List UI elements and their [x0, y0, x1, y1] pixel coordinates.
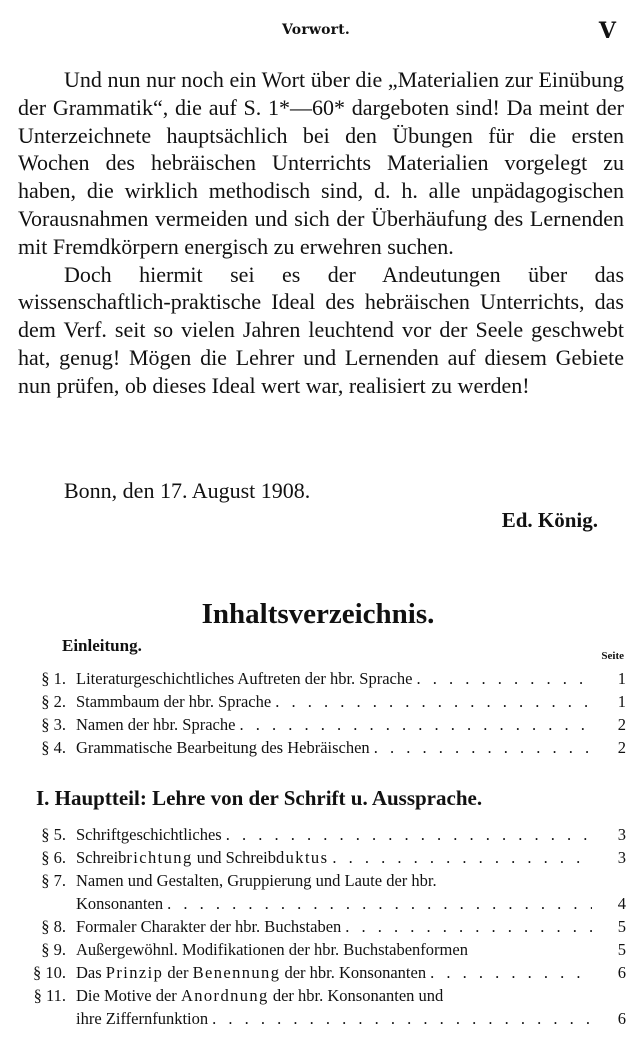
- toc-entry-title-line2: ihre Ziffernfunktion: [76, 1009, 209, 1028]
- toc-entry-section: § 7.: [41, 871, 66, 890]
- toc-entry-title-line2: Konsonanten: [76, 894, 164, 913]
- toc-leader-dots: [212, 1007, 592, 1030]
- toc-leader-dots: [239, 713, 592, 736]
- toc-title-part: Schreib: [76, 848, 127, 867]
- toc-entry-title: Formaler Charakter der hbr. Buchstaben: [76, 917, 342, 936]
- toc-entry-title: Literaturgeschichtliches Auftreten der hbr. Sprache: [76, 669, 413, 688]
- toc-entry-page: 5: [617, 940, 626, 959]
- toc-entry-section: § 3.: [41, 715, 66, 734]
- toc-entry-title: [76, 961, 426, 984]
- foreword-paragraph: Doch hiermit sei es der Andeutungen über das wissenschaftlich-praktische Ideal des hebräischen Unterrichts, das dem Verf. seit so vielen Jahren leuchtend vor der Seele geschwebt hat, genug! Mögen die Lehrer und Lernenden auf diesem Gebiete nun prüfen, ob dieses Ideal wert war, realisiert zu werden!: [18, 261, 624, 398]
- toc-entry-page: 1: [617, 669, 626, 688]
- toc-entry-page: 5: [617, 917, 626, 936]
- toc-entry: [0, 713, 636, 736]
- toc-entry-page: 6: [617, 963, 626, 982]
- toc-leader-dots: [226, 823, 592, 846]
- toc-title: Inhaltsverzeichnis.: [201, 598, 435, 630]
- toc-entry-page: 1: [617, 692, 626, 711]
- toc-entry-title: Namen der hbr. Sprache: [76, 715, 236, 734]
- toc-entry: [0, 736, 636, 759]
- toc-entry-title: Außergewöhnl. Modifikationen der hbr. Buchstabenformen: [76, 940, 468, 959]
- running-head-title: Vorwort.: [282, 22, 350, 38]
- signature: Ed. König.: [501, 508, 598, 532]
- toc-entry-page: 3: [617, 825, 626, 844]
- toc-entry: [0, 667, 636, 690]
- toc-entry-title: Schriftgeschichtliches: [76, 825, 222, 844]
- toc-entry-title-line1: [76, 984, 443, 1007]
- toc-title-spaced: Prinzip: [105, 963, 164, 982]
- toc-title-spaced: Benennung: [192, 963, 281, 982]
- toc-entry-page: 2: [617, 738, 626, 757]
- toc-title-part: Das: [76, 963, 106, 982]
- toc-entry: [0, 915, 636, 938]
- toc-page-column-label: Seite: [601, 650, 624, 662]
- toc-entry-title-line1: Namen und Gestalten, Gruppierung und Laute der hbr.: [76, 871, 437, 890]
- toc-title-part: der hbr. Konsonanten: [280, 963, 427, 982]
- toc-entry: [0, 938, 636, 961]
- toc-entry-section: § 9.: [41, 940, 66, 959]
- toc-entry-section: § 8.: [41, 917, 66, 936]
- toc-entry: [0, 984, 636, 1030]
- toc-entry-section: § 4.: [41, 738, 66, 757]
- toc-entry-section: § 2.: [41, 692, 66, 711]
- foreword-paragraph: Und nun nur noch ein Wort über die „Materialien zur Einübung der Grammatik“, die auf S. 1*—60* dargeboten sind! Da meint der Unterzeichnete hauptsächlich bei den Übungen für die ersten Wochen des hebräischen Unterrichts Materialien vorgelegt zu haben, die wirklich methodisch sind, d. h. alle unpädagogischen Vorausnahmen vermeiden und sich der Überhäufung des Lernenden mit Fremdkörpern energisch zu erwehren suchen.: [18, 67, 624, 259]
- toc-entry-section: § 6.: [41, 848, 66, 867]
- toc-entry: [0, 823, 636, 846]
- toc-entry: [0, 846, 636, 869]
- toc-entry-title: Stammbaum der hbr. Sprache: [76, 692, 272, 711]
- toc-entry: [0, 961, 636, 984]
- toc-introduction-list: [0, 667, 636, 759]
- toc-entry-section: § 11.: [33, 986, 66, 1005]
- toc-leader-dots: [416, 667, 592, 690]
- toc-title-spaced: Anordnung: [180, 986, 269, 1005]
- toc-leader-dots: [332, 846, 592, 869]
- toc-entry: [0, 690, 636, 713]
- toc-title-spaced: duktus: [276, 848, 329, 867]
- toc-leader-dots: [430, 961, 592, 984]
- toc-introduction-heading: Einleitung.: [62, 636, 142, 655]
- toc-title-part: der hbr. Konsonanten und: [268, 986, 444, 1005]
- foreword-body: [18, 66, 624, 400]
- toc-leader-dots: [345, 915, 592, 938]
- toc-leader-dots: [167, 892, 592, 915]
- toc-part-one-heading: I. Hauptteil: Lehre von der Schrift u. Aussprache.: [36, 786, 483, 810]
- toc-entry-page: 2: [617, 715, 626, 734]
- toc-title-part: Die Motive der: [76, 986, 181, 1005]
- toc-title-spaced: richtung: [126, 848, 193, 867]
- page-number: V: [598, 18, 616, 44]
- toc-leader-dots: [275, 690, 592, 713]
- toc-entry-title: Grammatische Bearbeitung des Hebräischen: [76, 738, 370, 757]
- toc-title-part: der: [163, 963, 193, 982]
- running-head: [0, 18, 636, 46]
- toc-entry-section: § 10.: [33, 963, 66, 982]
- toc-entry-title: [76, 846, 328, 869]
- toc-entry-section: § 1.: [41, 669, 66, 688]
- toc-leader-dots: [374, 736, 592, 759]
- toc-part-one-list: [0, 823, 636, 1030]
- toc-entry-section: § 5.: [41, 825, 66, 844]
- toc-entry-page: 4: [617, 894, 626, 913]
- date-line: Bonn, den 17. August 1908.: [64, 478, 311, 503]
- toc-title-part: und Schreib: [192, 848, 276, 867]
- toc-entry-page: 3: [617, 848, 626, 867]
- toc-entry: [0, 869, 636, 915]
- toc-entry-page: 6: [617, 1009, 626, 1028]
